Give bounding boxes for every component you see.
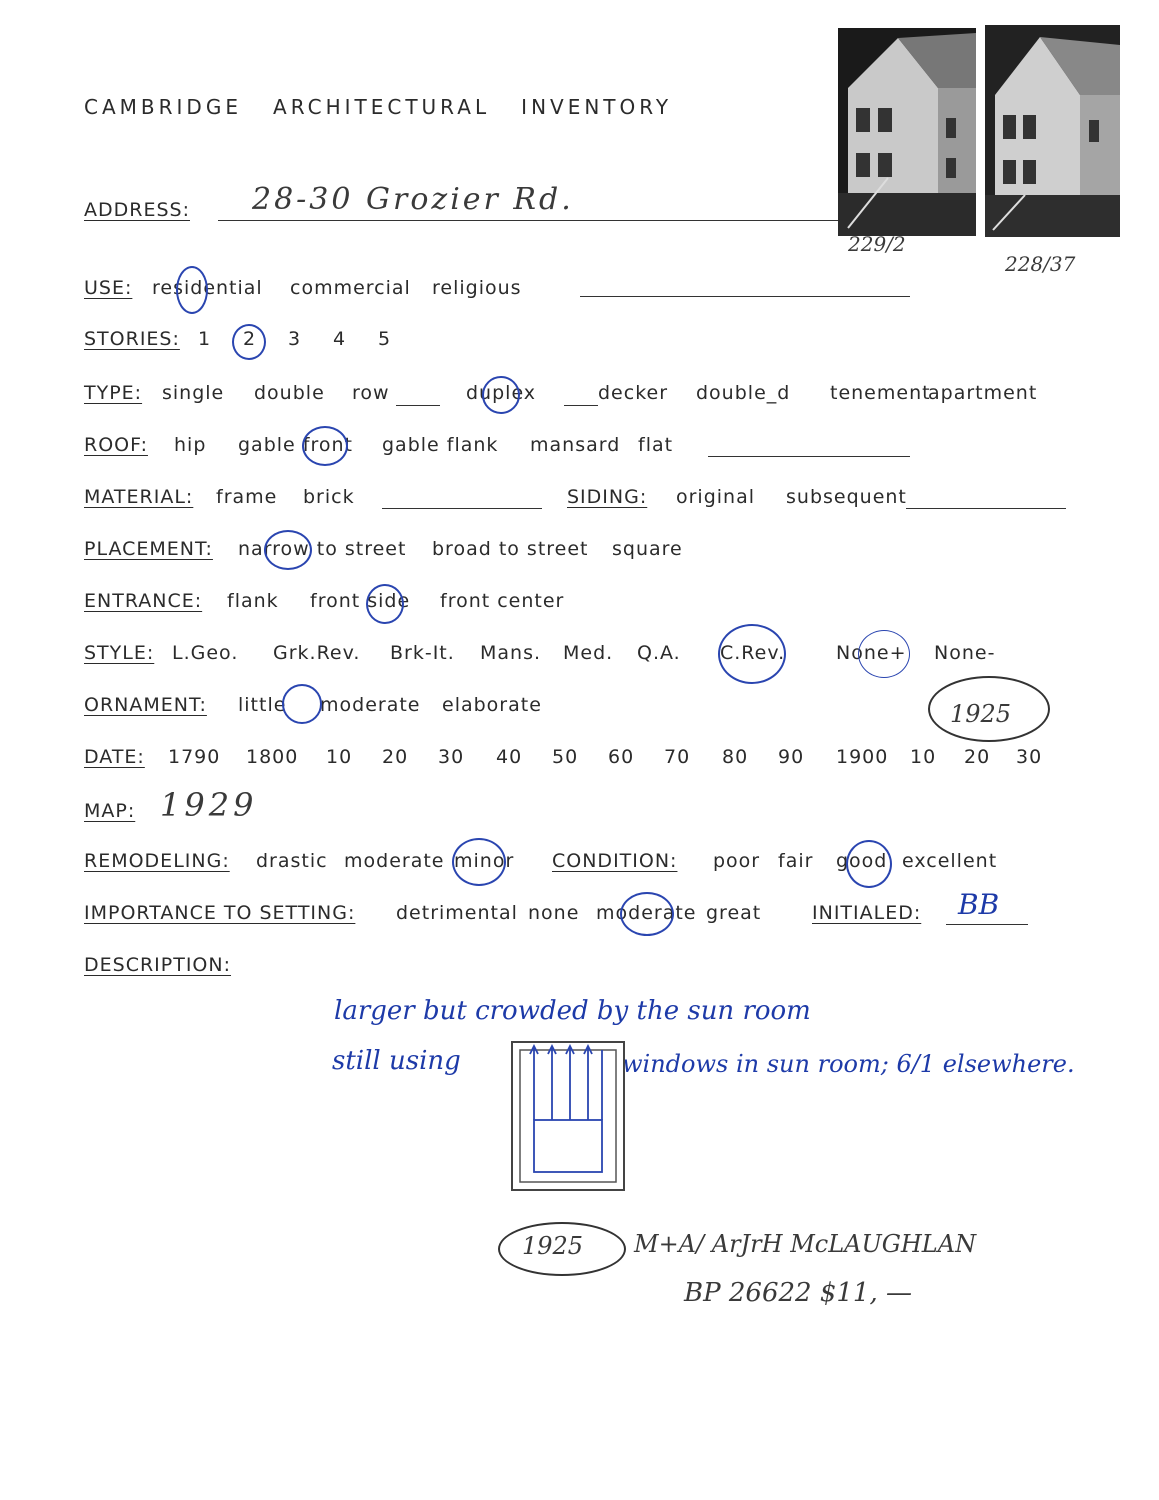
date-option: 30 xyxy=(438,746,465,768)
style-option: Q.A. xyxy=(637,642,681,664)
entrance-option: flank xyxy=(227,590,279,612)
ornament-label: ORNAMENT: xyxy=(84,694,207,716)
siding-option: original xyxy=(676,486,756,508)
date-option: 80 xyxy=(722,746,749,768)
material-option: frame xyxy=(216,486,278,508)
style-option: Brk-It. xyxy=(390,642,455,664)
date-label: DATE: xyxy=(84,746,145,768)
condition-option: excellent xyxy=(902,850,998,872)
description-line-1: larger but crowded by the sun room xyxy=(334,996,811,1026)
importance-option: great xyxy=(706,902,762,924)
address-label: ADDRESS: xyxy=(84,199,190,221)
initialed-value: BB xyxy=(958,888,1000,921)
entrance-option: front side xyxy=(310,590,411,612)
date-option: 60 xyxy=(608,746,635,768)
stories-option: 2 xyxy=(243,328,257,350)
roof-option: flat xyxy=(638,434,674,456)
description-label: DESCRIPTION: xyxy=(84,954,232,976)
stories-option: 4 xyxy=(333,328,347,350)
map-label: MAP: xyxy=(84,800,136,822)
stories-option: 3 xyxy=(288,328,302,350)
type-label: TYPE: xyxy=(84,382,143,404)
placement-option: broad to street xyxy=(432,538,589,560)
use-option: residential xyxy=(152,277,263,299)
house-photo-icon xyxy=(985,25,1120,237)
address-value: 28-30 Grozier Rd. xyxy=(252,182,574,217)
description-line-2a: still using xyxy=(332,1046,461,1076)
selection-circle xyxy=(302,426,348,466)
condition-option: poor xyxy=(713,850,761,872)
date-option: 90 xyxy=(778,746,805,768)
style-option: None+ xyxy=(836,642,907,664)
use-blank xyxy=(580,296,910,297)
placement-option: square xyxy=(612,538,683,560)
selection-circle xyxy=(366,584,404,624)
roof-blank xyxy=(708,456,910,457)
type-option: tenement xyxy=(830,382,931,404)
type-option: duplex xyxy=(466,382,537,404)
ornament-option: elaborate xyxy=(442,694,542,716)
type-blank xyxy=(396,405,440,406)
type-option: apartment xyxy=(928,382,1038,404)
type-option: double_d xyxy=(696,382,791,404)
initialed-label: INITIALED: xyxy=(812,902,922,924)
type-option: decker xyxy=(598,382,669,404)
building-photo-1 xyxy=(838,28,976,236)
style-option: None- xyxy=(934,642,996,664)
type-blank xyxy=(564,405,598,406)
scribble-circle xyxy=(858,630,910,678)
siding-label: SIDING: xyxy=(567,486,648,508)
selection-circle xyxy=(282,684,322,724)
date-option: 10 xyxy=(326,746,353,768)
entrance-label: ENTRANCE: xyxy=(84,590,203,612)
page-title: CAMBRIDGE ARCHITECTURAL INVENTORY xyxy=(84,95,673,119)
style-option: Med. xyxy=(563,642,614,664)
roof-option: mansard xyxy=(530,434,621,456)
condition-label: CONDITION: xyxy=(552,850,678,872)
material-option: brick xyxy=(303,486,355,508)
selection-circle xyxy=(452,838,506,886)
photo-caption-2: 228/37 xyxy=(1005,252,1076,276)
date-option: 1900 xyxy=(836,746,889,768)
date-option: 20 xyxy=(964,746,991,768)
permit-year: 1925 xyxy=(522,1232,584,1260)
use-option: religious xyxy=(432,277,522,299)
roof-option: gable flank xyxy=(382,434,499,456)
importance-option: none xyxy=(528,902,580,924)
photo-caption-1: 229/2 xyxy=(848,232,906,256)
type-option: double xyxy=(254,382,325,404)
importance-option: moderate xyxy=(596,902,697,924)
roof-label: ROOF: xyxy=(84,434,148,456)
importance-option: detrimental xyxy=(396,902,518,924)
selection-circle xyxy=(718,624,786,684)
house-photo-icon xyxy=(838,28,976,236)
remodeling-option: drastic xyxy=(256,850,328,872)
date-option: 70 xyxy=(664,746,691,768)
date-option: 30 xyxy=(1016,746,1043,768)
selection-circle xyxy=(482,376,520,414)
permit-line-2: BP 26622 $11, — xyxy=(684,1278,912,1308)
siding-option: subsequent xyxy=(786,486,907,508)
remodeling-option: minor xyxy=(454,850,515,872)
placement-label: PLACEMENT: xyxy=(84,538,213,560)
siding-blank xyxy=(906,508,1066,509)
placement-option: narrow to street xyxy=(238,538,407,560)
selection-circle xyxy=(846,840,892,888)
style-option: Grk.Rev. xyxy=(273,642,361,664)
use-option: commercial xyxy=(290,277,411,299)
roof-option: hip xyxy=(174,434,207,456)
style-option: L.Geo. xyxy=(172,642,239,664)
date-option: 10 xyxy=(910,746,937,768)
importance-label: IMPORTANCE TO SETTING: xyxy=(84,902,356,924)
type-option: single xyxy=(162,382,225,404)
use-label: USE: xyxy=(84,277,133,299)
address-line xyxy=(218,220,838,221)
selection-circle xyxy=(620,892,674,936)
date-annotation: 1925 xyxy=(950,700,1012,728)
condition-option: good xyxy=(836,850,888,872)
date-option: 40 xyxy=(496,746,523,768)
ornament-option: moderate xyxy=(320,694,421,716)
material-label: MATERIAL: xyxy=(84,486,194,508)
style-option: C.Rev. xyxy=(720,642,786,664)
remodeling-label: REMODELING: xyxy=(84,850,230,872)
initialed-line xyxy=(946,924,1028,925)
ornament-option: little xyxy=(238,694,287,716)
selection-circle xyxy=(264,530,312,570)
entrance-option: front center xyxy=(440,590,565,612)
map-value: 1929 xyxy=(160,786,258,824)
date-option: 20 xyxy=(382,746,409,768)
date-option: 1800 xyxy=(246,746,299,768)
stories-label: STORIES: xyxy=(84,328,180,350)
style-option: Mans. xyxy=(480,642,542,664)
stories-option: 1 xyxy=(198,328,212,350)
type-option: row xyxy=(352,382,390,404)
date-option: 1790 xyxy=(168,746,221,768)
description-line-2b: windows in sun room; 6/1 elsewhere. xyxy=(622,1050,1075,1078)
material-blank xyxy=(382,508,542,509)
date-option: 50 xyxy=(552,746,579,768)
selection-circle xyxy=(232,324,266,360)
building-photo-2 xyxy=(985,25,1120,237)
roof-option: gable front xyxy=(238,434,353,456)
stories-option: 5 xyxy=(378,328,392,350)
condition-option: fair xyxy=(778,850,814,872)
selection-circle xyxy=(176,266,208,314)
style-label: STYLE: xyxy=(84,642,155,664)
remodeling-option: moderate xyxy=(344,850,445,872)
permit-line-1: M+A/ ArJrH McLAUGHLAN xyxy=(634,1230,977,1258)
